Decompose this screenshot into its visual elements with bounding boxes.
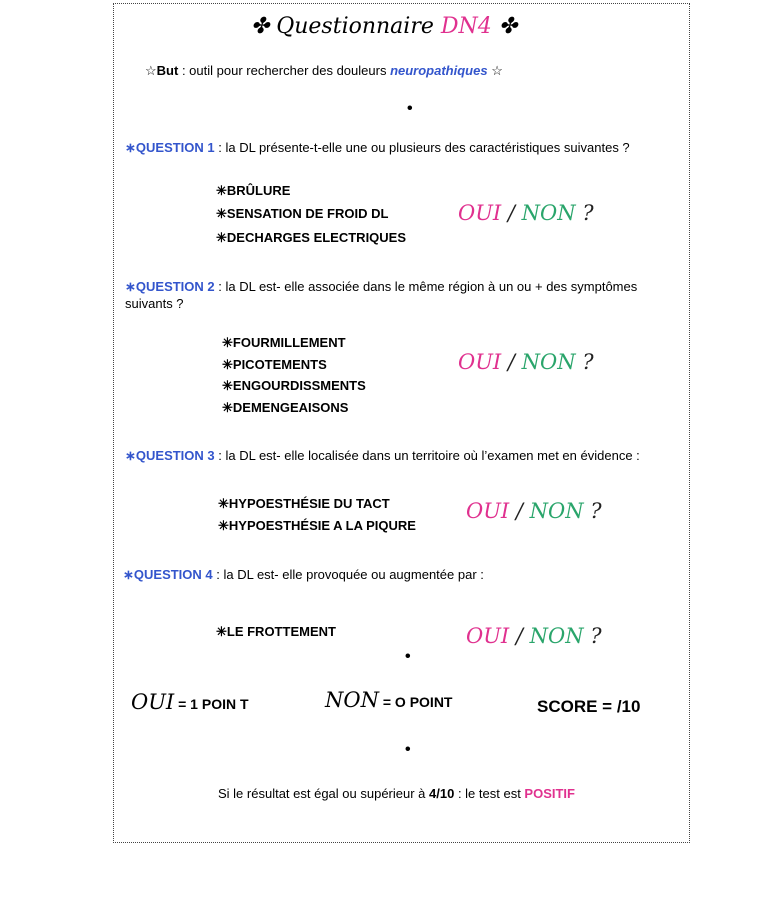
legend-oui: OUI = 1 POIN T — [131, 690, 249, 714]
title-highlight: DN4 — [440, 14, 492, 39]
separator-dot: • — [405, 741, 411, 758]
page-title: ✤ Questionnaire DN4 ✤ — [250, 14, 518, 39]
separator-dot: • — [407, 100, 413, 117]
q1-item-3: ✳DECHARGES ELECTRIQUES — [216, 230, 407, 245]
q2-item-2: ✳PICOTEMENTS — [222, 357, 327, 372]
question-4: ∗QUESTION 4 : la DL est- elle provoquée ou augmentée par : — [123, 567, 484, 582]
q3-item-2: ✳HYPOESTHÉSIE A LA PIQURE — [218, 518, 416, 533]
score-label: SCORE = /10 — [537, 697, 641, 716]
question-1: ∗QUESTION 1 : la DL présente-t-elle une ou plusieurs des caractéristiques suivantes ? — [125, 140, 630, 155]
question-3: ∗QUESTION 3 : la DL est- elle localisée dans un territoire où l’examen met en évidence : — [125, 448, 640, 463]
subtitle: ☆But : outil pour rechercher des douleurs neuropathiques ☆ — [145, 63, 503, 78]
q1-answer: OUI / NON ? — [458, 201, 594, 225]
legend-non: NON = O POINT — [325, 688, 453, 712]
q2-answer: OUI / NON ? — [458, 350, 594, 374]
q1-item-1: ✳BRÛLURE — [216, 183, 291, 198]
q1-item-2: ✳SENSATION DE FROID DL — [216, 206, 389, 221]
document-frame — [113, 3, 690, 843]
conclusion: Si le résultat est égal ou supérieur à 4/10 : le test est POSITIF — [218, 786, 575, 801]
separator-dot: • — [405, 648, 411, 665]
q2-item-4: ✳DEMENGEAISONS — [222, 400, 349, 415]
q3-item-1: ✳HYPOESTHÉSIE DU TACT — [218, 496, 390, 511]
question-2-cont: suivants ? — [125, 296, 184, 311]
q2-item-3: ✳ENGOURDISSMENTS — [222, 378, 366, 393]
q3-answer: OUI / NON ? — [466, 499, 602, 523]
q4-answer: OUI / NON ? — [466, 624, 602, 648]
q2-item-1: ✳FOURMILLEMENT — [222, 335, 346, 350]
q4-item-1: ✳LE FROTTEMENT — [216, 624, 336, 639]
question-2: ∗QUESTION 2 : la DL est- elle associée dans le même région à un ou + des symptômes — [125, 279, 638, 294]
